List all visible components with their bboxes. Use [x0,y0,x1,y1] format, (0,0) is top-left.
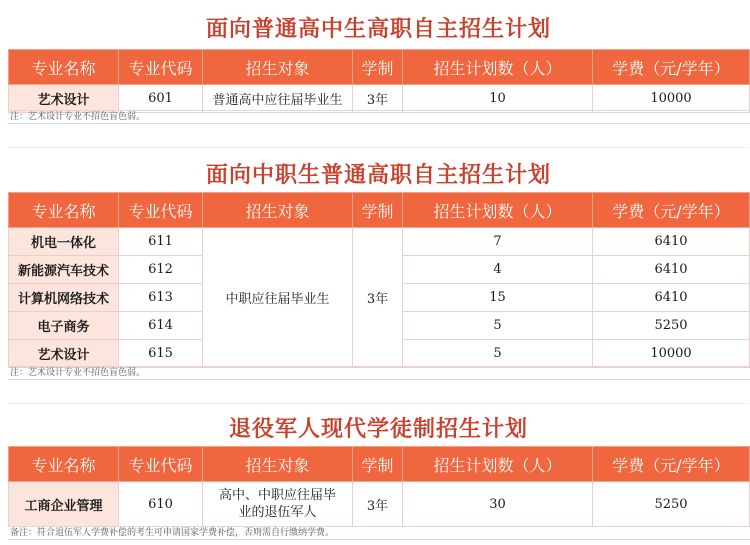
col-header-fee: 学费（元/学年） [593,193,750,228]
tuition-fee: 6410 [593,284,750,312]
col-header-code: 专业代码 [119,50,203,85]
section2-note: 注：艺术设计专业不招色盲色弱。 [8,366,750,380]
section1-title: 面向普通高中生高职自主招生计划 [205,17,551,42]
plan-count: 7 [403,228,593,256]
table-row [9,228,750,256]
spacer [8,379,749,404]
col-header-years: 学制 [353,193,403,228]
col-header-plan: 招生计划数（人） [403,193,593,228]
section3-table [8,446,750,527]
plan-count: 4 [403,256,593,284]
col-header-plan: 招生计划数（人） [403,50,593,85]
major-code: 611 [119,228,203,256]
study-years: 3年 [353,85,403,113]
section1-table [8,49,750,113]
section2-title: 面向中职生普通高职自主招生计划 [205,163,551,188]
col-header-target: 招生对象 [203,193,353,228]
major-code: 614 [119,312,203,340]
section2-header-row [9,193,750,228]
plan-count: 15 [403,284,593,312]
col-header-target: 招生对象 [203,447,353,482]
major-name: 电子商务 [9,312,119,340]
major-code: 612 [119,256,203,284]
col-header-fee: 学费（元/学年） [593,447,750,482]
major-name: 机电一体化 [9,228,119,256]
major-name: 工商企业管理 [9,482,119,527]
plan-count: 10 [403,85,593,113]
section3-note: 备注：符合退伍军人学费补偿的考生可申请国家学费补偿，否则需自行缴纳学费。 [8,526,750,540]
col-header-code: 专业代码 [119,193,203,228]
plan-count: 5 [403,312,593,340]
col-header-years: 学制 [353,50,403,85]
section2-table [8,192,750,368]
table-row [9,482,750,527]
tuition-fee: 6410 [593,228,750,256]
table-row [9,85,750,113]
study-years: 3年 [353,228,403,368]
major-name: 新能源汽车技术 [9,256,119,284]
tuition-fee: 5250 [593,312,750,340]
col-header-major: 专业名称 [9,193,119,228]
plan-count: 30 [403,482,593,527]
section3-header-row [9,447,750,482]
col-header-major: 专业名称 [9,50,119,85]
section1-note: 注：艺术设计专业不招色盲色弱。 [8,110,750,124]
col-header-plan: 招生计划数（人） [403,447,593,482]
plan-count: 5 [403,340,593,368]
major-code: 610 [119,482,203,527]
col-header-fee: 学费（元/学年） [593,50,750,85]
tuition-fee: 6410 [593,256,750,284]
section1-header-row [9,50,750,85]
major-name: 艺术设计 [9,340,119,368]
tuition-fee: 10000 [593,340,750,368]
col-header-years: 学制 [353,447,403,482]
major-code: 601 [119,85,203,113]
enrollment-target: 中职应往届毕业生 [203,228,353,368]
major-code: 613 [119,284,203,312]
section3-title: 退役军人现代学徒制招生计划 [228,417,528,442]
tuition-fee: 5250 [593,482,750,527]
study-years: 3年 [353,482,403,527]
enrollment-plan-sheet [8,0,749,545]
major-name: 艺术设计 [9,85,119,113]
major-code: 615 [119,340,203,368]
col-header-code: 专业代码 [119,447,203,482]
tuition-fee: 10000 [593,85,750,113]
major-name: 计算机网络技术 [9,284,119,312]
col-header-major: 专业名称 [9,447,119,482]
enrollment-target: 高中、中职应往届毕业的退伍军人 [203,482,353,527]
enrollment-target: 普通高中应往届毕业生 [203,85,353,113]
col-header-target: 招生对象 [203,50,353,85]
spacer [8,123,749,148]
